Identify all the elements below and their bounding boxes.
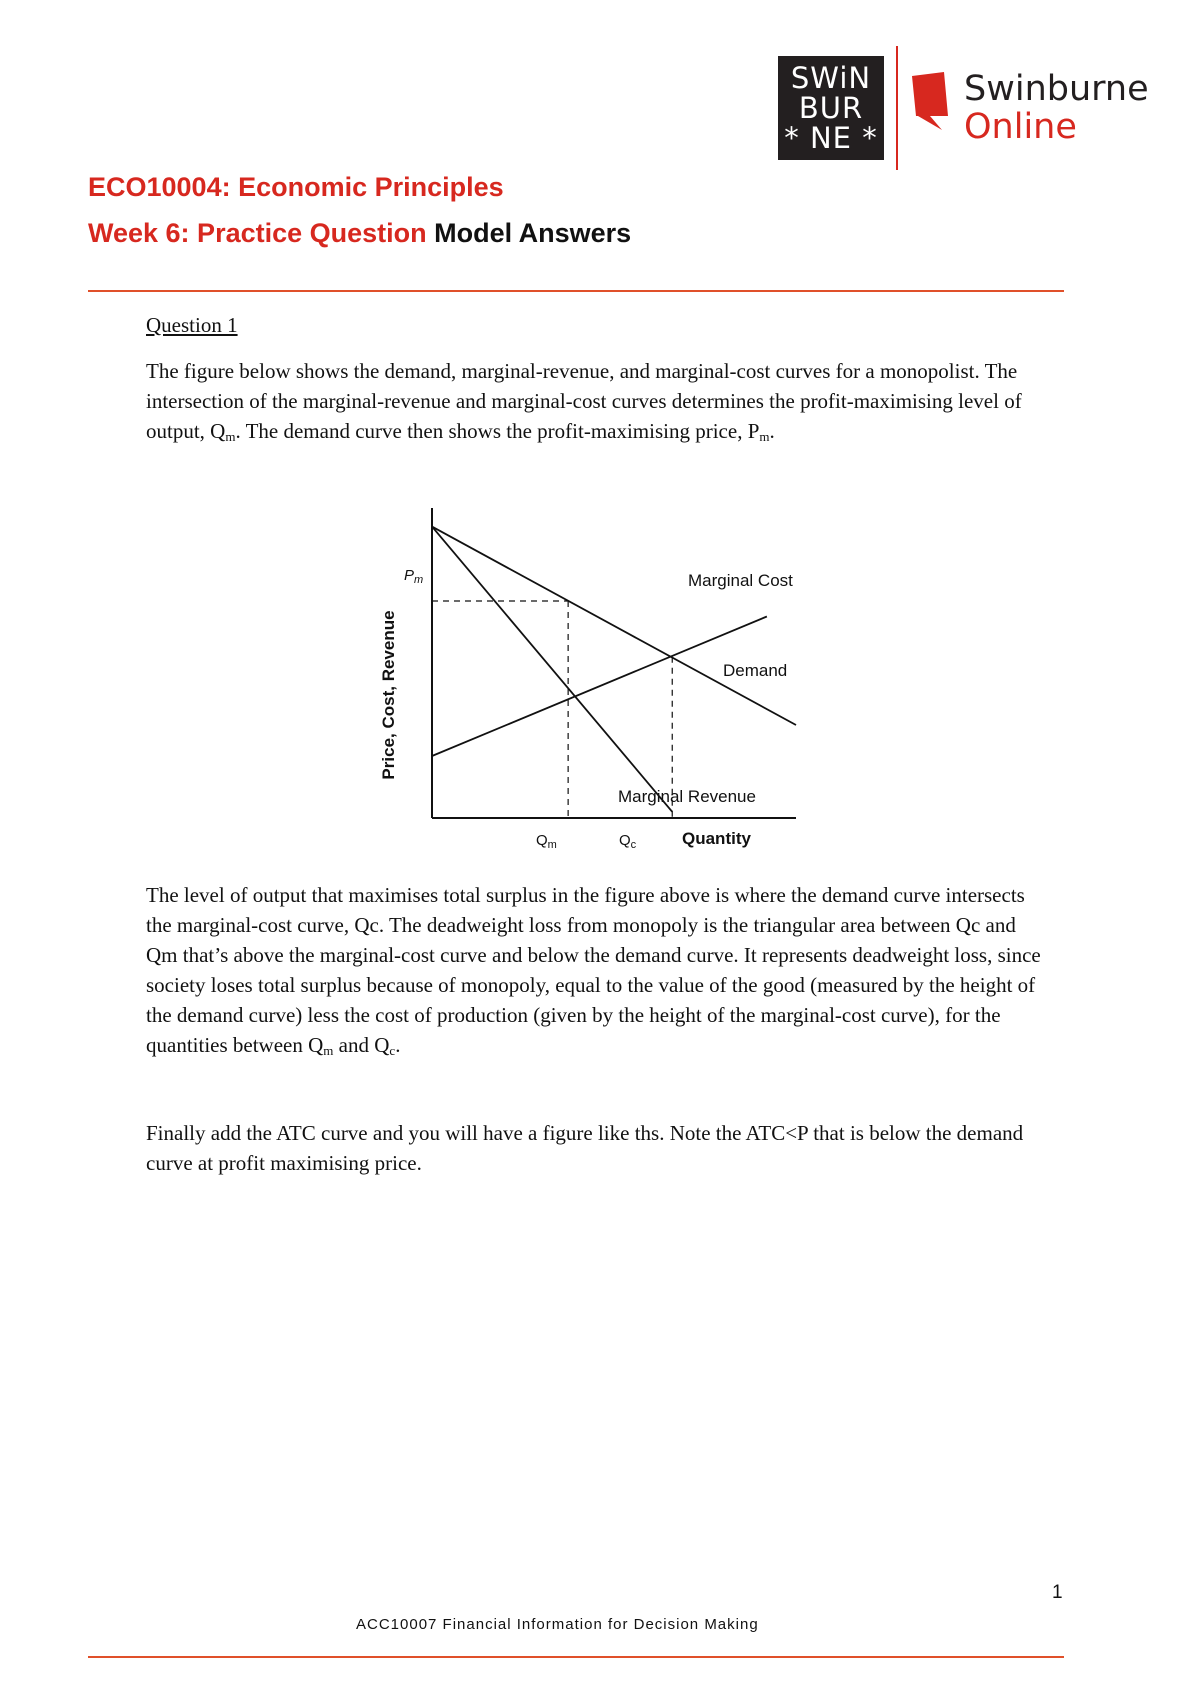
swinburne-logo bbox=[778, 56, 884, 160]
qm-tick-label bbox=[536, 832, 557, 851]
week-label: Week 6: Practice Question bbox=[88, 218, 427, 248]
demand-line bbox=[432, 527, 796, 725]
intro-sub-2: m bbox=[759, 429, 770, 444]
qm-sub: m bbox=[547, 839, 557, 851]
course-title: ECO10004: Economic Principles bbox=[88, 172, 504, 202]
explain-sub-1: m bbox=[323, 1043, 334, 1058]
explain-text-b: and Q bbox=[333, 1033, 390, 1057]
qm-base: Q bbox=[536, 832, 548, 849]
intro-sub-1: m bbox=[225, 429, 236, 444]
week-title bbox=[88, 218, 631, 249]
qc-base: Q bbox=[619, 832, 631, 849]
marginal-cost-line bbox=[432, 617, 767, 757]
final-paragraph: Finally add the ATC curve and you will have a figure like ths. Note the ATC<P that is below the demand curve at profit maximising price. bbox=[146, 1121, 1024, 1175]
explain-text-end: . bbox=[395, 1033, 401, 1057]
logo-divider bbox=[896, 46, 898, 170]
y-axis-label: Price, Cost, Revenue bbox=[379, 610, 398, 780]
x-axis-label: Quantity bbox=[682, 829, 751, 848]
marginal-cost-label: Marginal Cost bbox=[688, 571, 793, 590]
footer-text: ACC10007 Financial Information for Decision Making bbox=[356, 1616, 759, 1633]
intro-paragraph bbox=[146, 356, 1051, 446]
week-suffix: Model Answers bbox=[434, 218, 632, 248]
page-number: 1 bbox=[1052, 1582, 1063, 1603]
demand-label: Demand bbox=[723, 661, 788, 680]
pm-sub: m bbox=[414, 574, 424, 586]
monopoly-chart bbox=[366, 490, 846, 860]
pm-tick-label bbox=[404, 567, 423, 586]
logo-line-2: BUR bbox=[798, 91, 864, 125]
qc-sub: c bbox=[630, 839, 637, 851]
intro-text-b: . The demand curve then shows the profit-maximising price, P bbox=[235, 419, 760, 443]
explain-text-a: The level of output that maximises total surplus in the figure above is where the demand curve intersects the marginal-cost curve, Qc. The deadweight loss from monopoly is the triangular area between Qc and Qm that’s above the marginal-cost curve and below the demand curve. It represents deadweight loss, since society loses total surplus because of monopoly, equal to the value of the good (measured by the height of the demand curve) less the cost of production (given by the height of the marginal-cost curve), for the quantities between Q bbox=[146, 883, 1041, 1057]
wordmark-line-2: Online bbox=[964, 107, 1077, 147]
explanation bbox=[146, 880, 1051, 1178]
marginal-revenue-label: Marginal Revenue bbox=[618, 787, 756, 806]
swinburne-online-wordmark bbox=[964, 70, 1149, 146]
footer-rule bbox=[88, 1656, 1064, 1658]
explain-sub-2: c bbox=[389, 1043, 396, 1058]
header-rule bbox=[88, 290, 1064, 292]
intro-text-a: The figure below shows the demand, marginal-revenue, and marginal-cost curves for a monopolist. The intersection of the marginal-revenue and marginal-cost curves determines the profit-maximising level of output, Q bbox=[146, 359, 1022, 443]
speech-bubble-icon bbox=[908, 70, 956, 132]
logo-line-3: * NE * bbox=[784, 121, 878, 155]
question-heading: Question 1 bbox=[146, 313, 238, 337]
wordmark-line-1: Swinburne bbox=[964, 69, 1149, 109]
marginal-revenue-line bbox=[432, 527, 672, 812]
qc-tick-label bbox=[619, 832, 637, 851]
explanation-paragraph bbox=[146, 880, 1051, 1060]
pm-base: P bbox=[404, 567, 415, 584]
intro-text-end: . bbox=[769, 419, 775, 443]
logo-line-1: SWiN bbox=[790, 61, 872, 95]
question-intro bbox=[146, 310, 1051, 446]
